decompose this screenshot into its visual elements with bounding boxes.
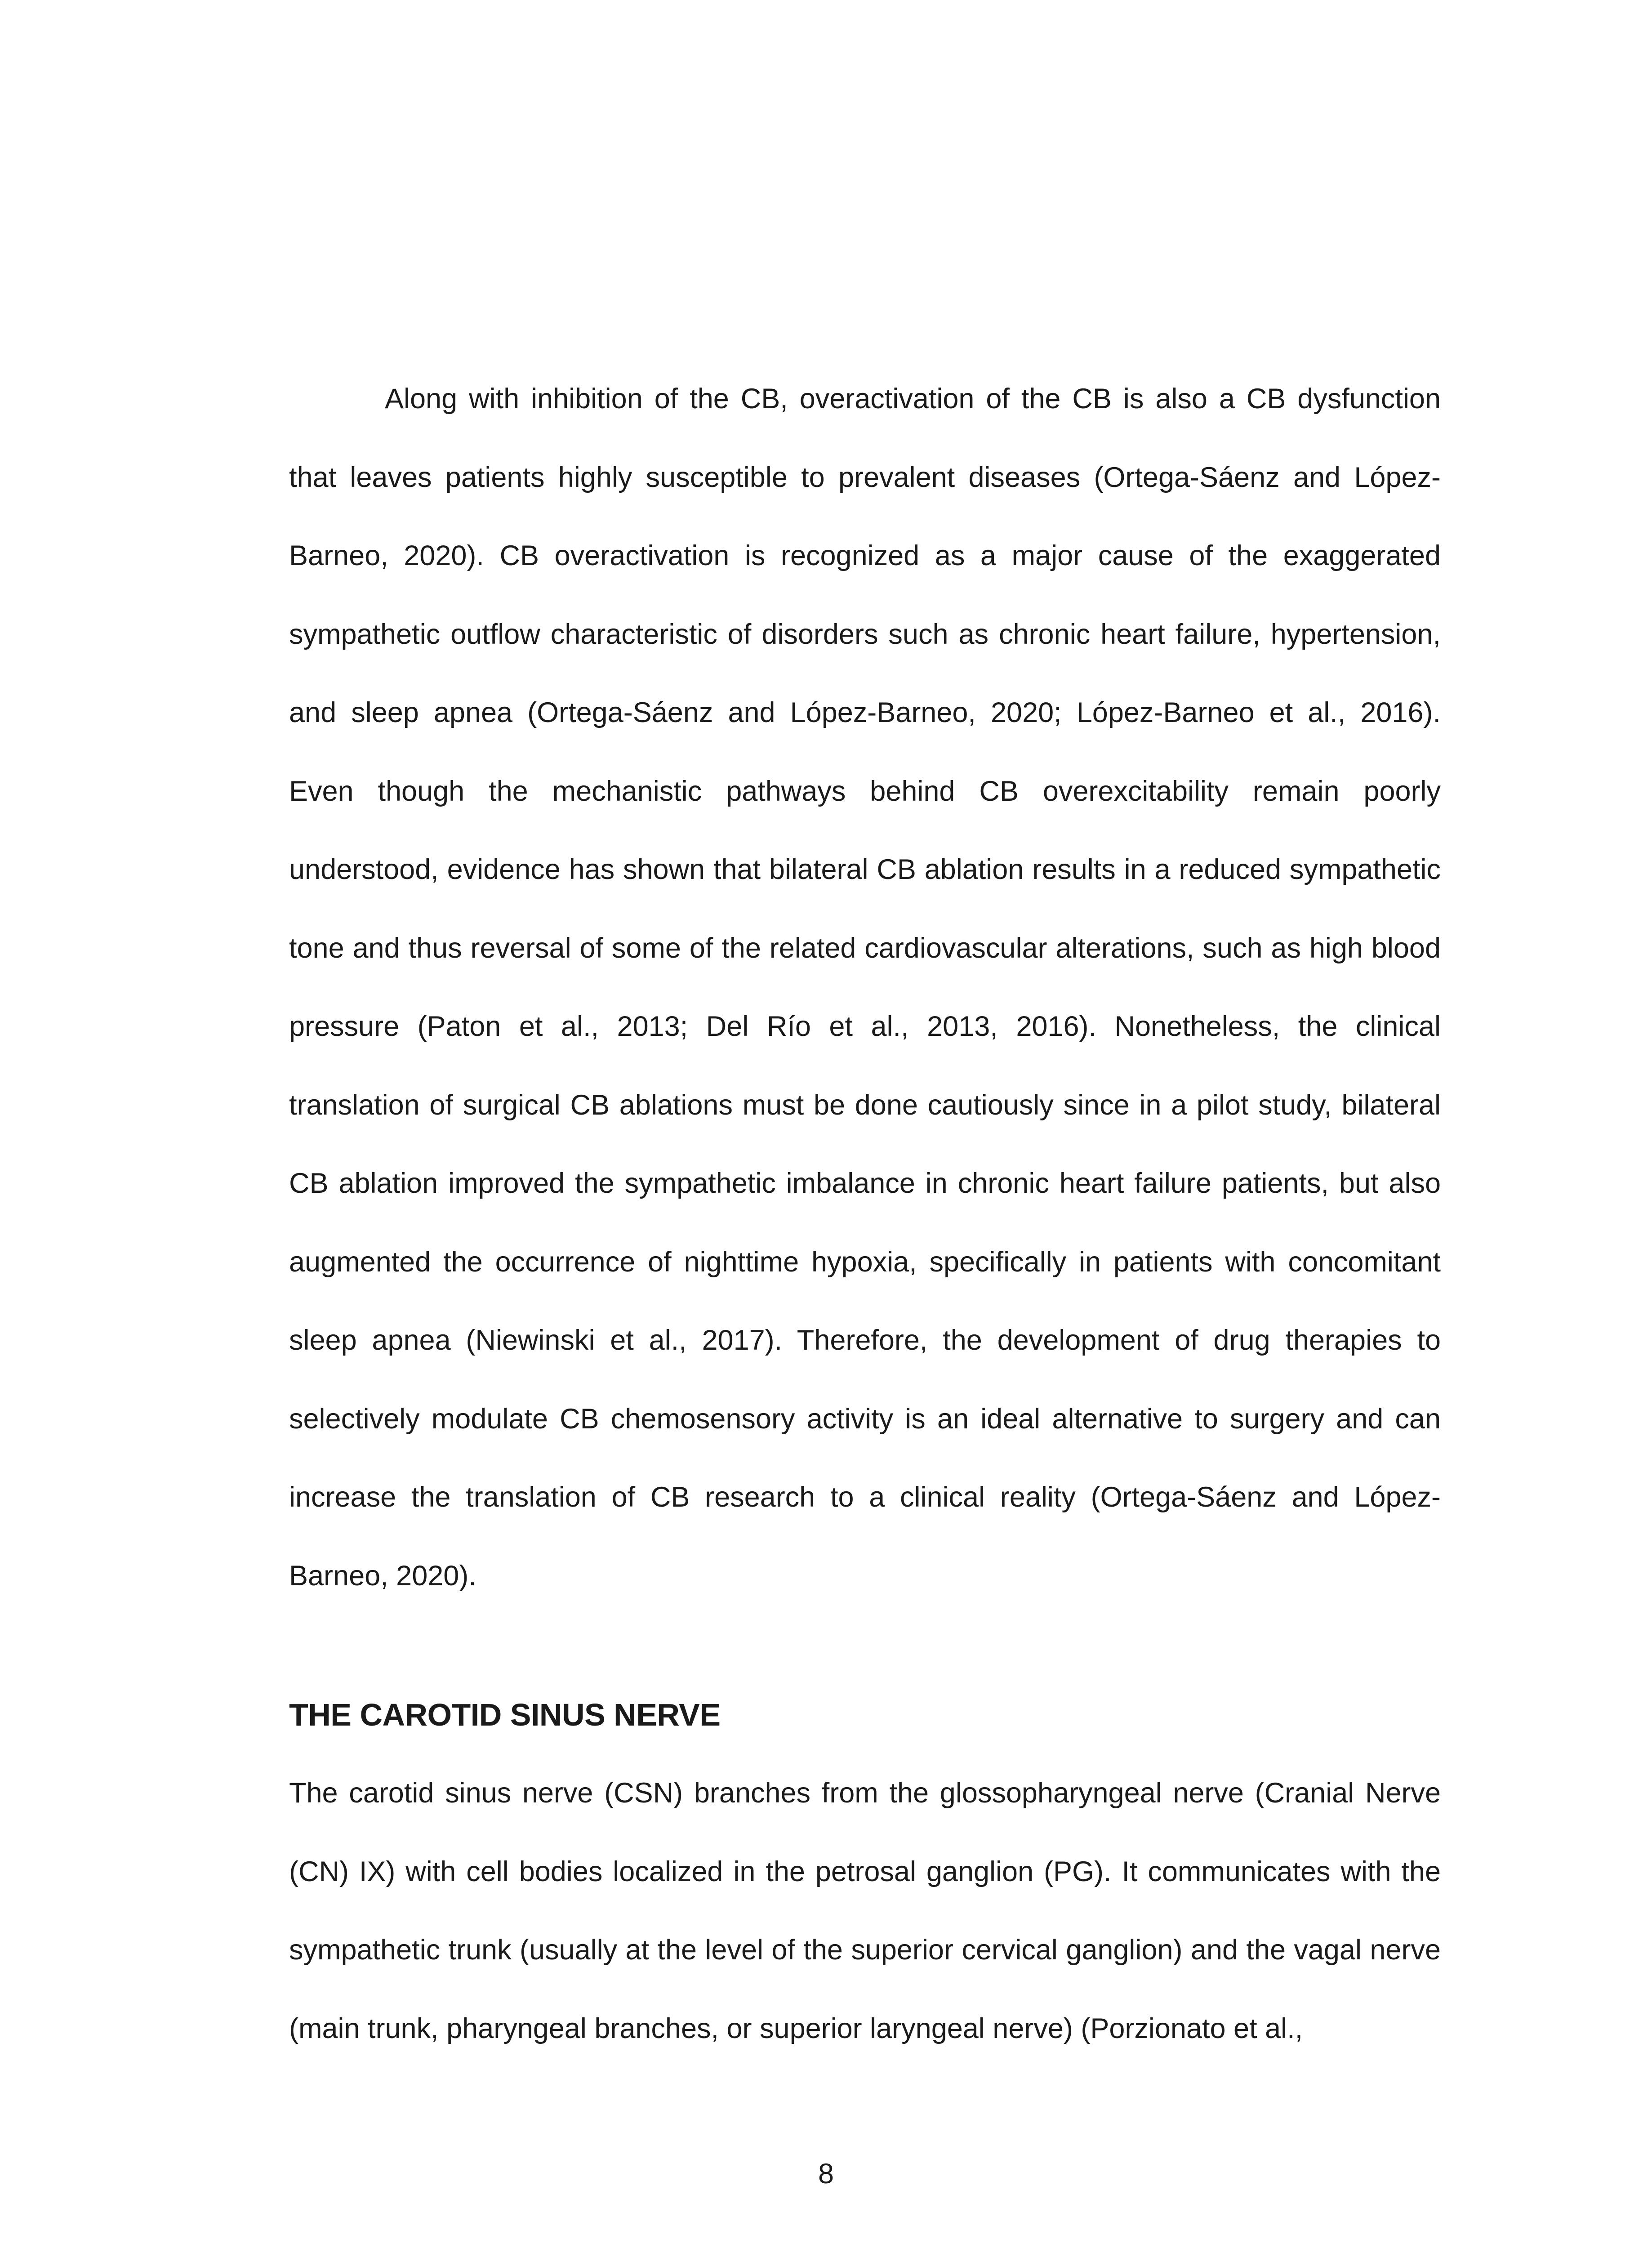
body-paragraph-cb-overactivation: Along with inhibition of the CB, overactivation of the CB is also a CB dysfunction that leaves patients highly susceptible to prevalent diseases (Ortega-Sáenz and López-Barneo, 2020). CB overactivation is recognized as a major cause of the exaggerated sympathetic outflow characteristic of disorders such as chronic heart failure, hypertension, and sleep apnea (Ortega-Sáenz and López-Barneo, 2020; López-Barneo et al., 2016). Even though the mechanistic pathways behind CB overexcitability remain poorly understood, evidence has shown that bilateral CB ablation results in a reduced sympathetic tone and thus reversal of some of the related cardiovascular alterations, such as high blood pressure (Paton et al., 2013; Del Río et al., 2013, 2016). Nonetheless, the clinical translation of surgical CB ablations must be done cautiously since in a pilot study, bilateral CB ablation improved the sympathetic imbalance in chronic heart failure patients, but also augmented the occurrence of nighttime hypoxia, specifically in patients with concomitant sleep apnea (Niewinski et al., 2017). Therefore, the development of drug therapies to selectively modulate CB chemosensory activity is an ideal alternative to surgery and can increase the translation of CB research to a clinical reality (Ortega-Sáenz and López-Barneo, 2020). — [289, 383, 1441, 1592]
page-number: 8 — [818, 2158, 834, 2190]
page-content — [289, 360, 1441, 2068]
section-heading: THE CAROTID SINUS NERVE — [289, 1697, 721, 1732]
body-paragraph-carotid-sinus-nerve: The carotid sinus nerve (CSN) branches from the glossopharyngeal nerve (Cranial Nerve (CN) IX) with cell bodies localized in the petrosal ganglion (PG). It communicates with the sympathetic trunk (usually at the level of the superior cervical ganglion) and the vagal nerve (main trunk, pharyngeal branches, or superior laryngeal nerve) (Porzionato et al., — [289, 1777, 1441, 2044]
